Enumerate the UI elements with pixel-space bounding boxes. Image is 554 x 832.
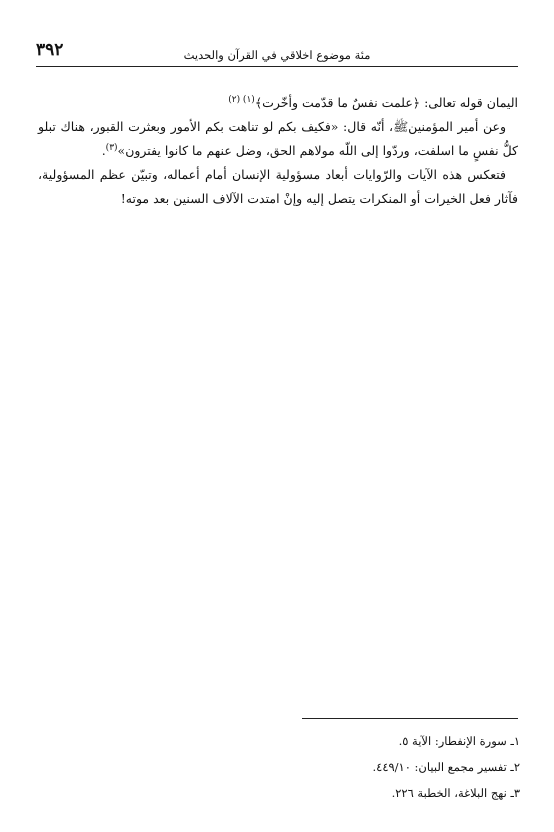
footnote-2: ٢ـ تفسير مجمع البيان: ٤٤٩/١٠.: [372, 760, 520, 774]
page-header: [36, 36, 518, 67]
footnote-3: ٣ـ نهج البلاغة، الخطبة ٢٢٦.: [391, 786, 520, 800]
footnote-ref-3: (٣): [105, 142, 118, 153]
paragraph-2-end: .: [101, 143, 106, 158]
page-number: ٣٩٢: [36, 40, 64, 60]
paragraph-1: [38, 91, 518, 115]
footnote-divider: [302, 718, 518, 719]
paragraph-3: [38, 163, 518, 211]
paragraph-2-text: وعن أمير المؤمنينﷺ، أنّه قال: «فكيف بكم لو تناهت بكم الأمور وبعثرت القبور، هناك تبلو كلُّ نفسٍ ما اسلفت، وردّوا إلى اللّه مولاهم الحق، وضل عنهم ما كانوا يفترون»: [38, 119, 518, 158]
running-title: مئة موضوع اخلاقي في القرآن والحديث: [183, 48, 371, 62]
paragraph-3-text: فتعكس هذه الآيات والرّوايات أبعاد مسؤولية الإنسان أمام أعماله، وتبيّن عظم المسؤولية، فآثار فعل الخيرات أو المنكرات يتصل إليه وإنْ امتدت الآلاف السنين بعد موته!: [38, 167, 518, 206]
footnote-ref-1-2: (١) (٢): [228, 94, 255, 105]
footnote-1: ١ـ سورة الإنفطار: الآية ٥.: [398, 734, 520, 748]
footnotes: [200, 728, 520, 806]
paragraph-2: [38, 115, 518, 163]
paragraph-1-text: اليمان قوله تعالى: ﴿علمت نفسٌ ما قدّمت وأخّرت﴾: [254, 95, 518, 110]
body-text: [38, 91, 518, 211]
